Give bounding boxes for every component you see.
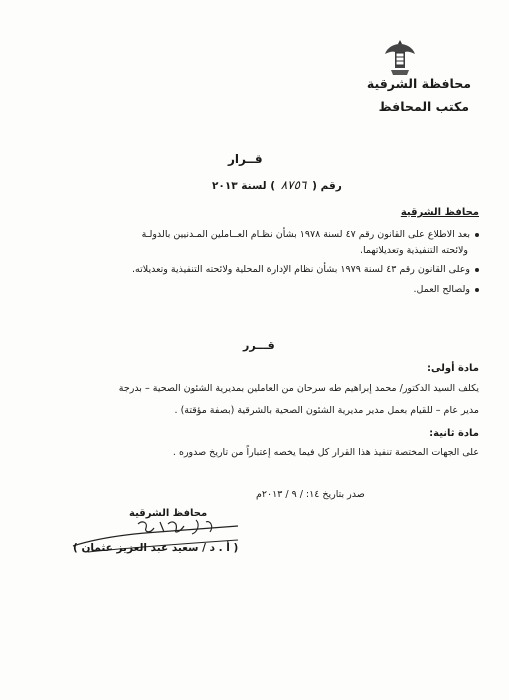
article1-line: يكلف السيد الدكتور/ محمد إبراهيم طه سرحان من العاملين بمديرية الشئون الصحية – بدرجة xyxy=(118,383,479,394)
preamble-item: وعلى القانون رقم ٤٣ لسنة ١٩٧٩ بشأن نظام الإدارة المحلية ولائحته التنفيذية وتعديلاته. xyxy=(132,264,479,275)
preamble-item-continuation: ولائحته التنفيذية وتعديلاتهما. xyxy=(360,245,468,256)
article2-line: على الجهات المختصة تنفيذ هذا القرار كل فيما يخصه إعتباراً من تاريخ صدوره . xyxy=(172,447,479,458)
article2-heading: مادة ثانية: xyxy=(429,428,479,439)
decision-reference: رقم ( ٨٧٥٦ ) لسنة ٢٠١٣ xyxy=(212,178,342,192)
bullet-icon xyxy=(475,233,479,237)
bullet-icon xyxy=(475,268,479,272)
decision-title: قــرار xyxy=(228,152,263,166)
signatory-title: محافظ الشرقية xyxy=(129,508,208,519)
signatory-name: ( أ . د / سعيد عبد العزيز عثمان ) xyxy=(73,542,239,554)
preamble-heading: محافظ الشرقية xyxy=(400,207,479,218)
eagle-emblem-icon xyxy=(383,38,417,78)
preamble-item: بعد الاطلاع على القانون رقم ٤٧ لسنة ١٩٧٨ بشأن نظـام العــاملين المـدنيين بالدولـة xyxy=(142,229,479,240)
article1-heading: مادة أولى: xyxy=(427,363,479,374)
preamble-item: ولصالح العمل. xyxy=(414,284,480,295)
bullet-icon xyxy=(475,288,479,292)
issue-date: صدر بتاريخ ١٤: / ٩ / ٢٠١٣م xyxy=(256,489,365,500)
article1-line: مدير عام – للقيام بعمل مدير مديرية الشئون الصحية بالشرقية (بصفة مؤقتة) . xyxy=(174,405,479,416)
governorate-name: محافظة الشرقية xyxy=(366,76,471,91)
decision-number: ٨٧٥٦ xyxy=(280,178,307,192)
number-label: رقم xyxy=(320,180,342,192)
decree-title: قـــرر xyxy=(243,339,275,352)
year-label: لسنة ٢٠١٣ xyxy=(212,180,267,192)
office-name: مكتب المحافظ xyxy=(378,99,469,114)
